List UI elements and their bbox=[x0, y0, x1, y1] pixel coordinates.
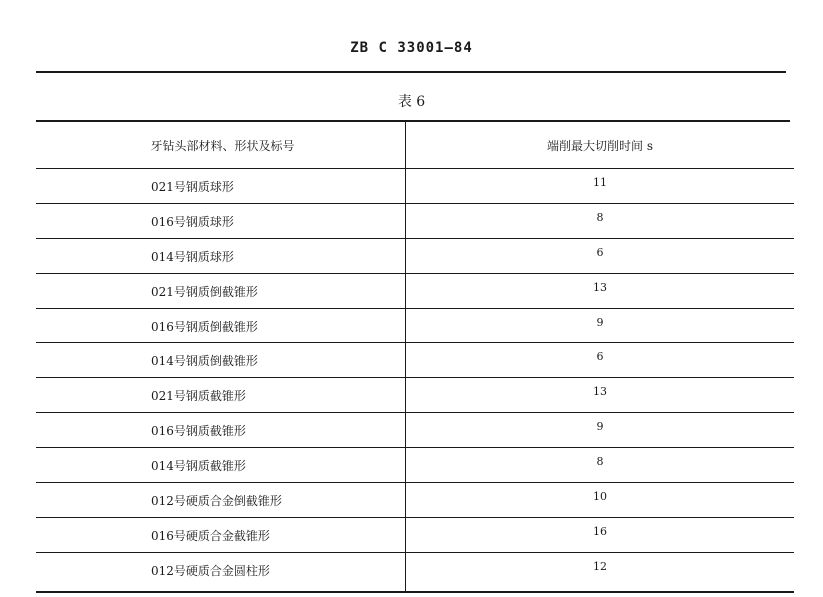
table-body bbox=[36, 168, 794, 587]
row-time: 8 bbox=[596, 210, 604, 224]
row-material: 021号钢质倒截锥形 bbox=[151, 284, 258, 299]
table-row bbox=[36, 377, 794, 412]
row-time: 11 bbox=[593, 176, 607, 189]
table-row bbox=[36, 482, 794, 517]
row-time: 13 bbox=[593, 385, 607, 399]
row-time: 6 bbox=[596, 350, 604, 364]
table-row bbox=[36, 168, 794, 203]
row-time: 12 bbox=[593, 559, 607, 573]
row-time: 10 bbox=[593, 490, 607, 504]
table-title: 表 6 bbox=[397, 94, 426, 110]
table-row bbox=[36, 203, 794, 238]
table-row bbox=[36, 308, 794, 343]
table-top-rule bbox=[36, 120, 790, 122]
row-material: 016号钢质截锥形 bbox=[151, 424, 246, 439]
table-row bbox=[36, 273, 794, 308]
row-time: 9 bbox=[596, 315, 604, 329]
row-time: 16 bbox=[593, 524, 607, 538]
column-header-cutting-time: 端削最大切削时间 s bbox=[547, 139, 653, 153]
table-row bbox=[36, 447, 794, 482]
row-material: 016号硬质合金截锥形 bbox=[151, 528, 270, 543]
document-header: ZB C 33001—84 bbox=[350, 40, 473, 56]
header-rule bbox=[36, 71, 786, 73]
table-row bbox=[36, 342, 794, 377]
row-time: 6 bbox=[596, 245, 604, 259]
row-material: 021号钢质球形 bbox=[151, 180, 234, 194]
table-bottom-rule bbox=[36, 591, 794, 593]
row-material: 014号钢质倒截锥形 bbox=[151, 354, 258, 369]
row-time: 9 bbox=[596, 420, 604, 434]
row-material: 012号硬质合金圆柱形 bbox=[151, 563, 270, 578]
table-row bbox=[36, 552, 794, 587]
row-material: 014号钢质球形 bbox=[151, 249, 234, 264]
table-row bbox=[36, 238, 794, 273]
row-time: 8 bbox=[596, 455, 604, 469]
row-material: 012号硬质合金倒截锥形 bbox=[151, 494, 282, 509]
row-time: 13 bbox=[593, 280, 607, 294]
row-material: 021号钢质截锥形 bbox=[151, 389, 246, 404]
row-material: 016号钢质倒截锥形 bbox=[151, 319, 258, 334]
table-row bbox=[36, 517, 794, 552]
table-row bbox=[36, 412, 794, 447]
column-header-material: 牙钻头部材料、形状及标号 bbox=[150, 139, 295, 153]
row-material: 016号钢质球形 bbox=[151, 214, 234, 229]
row-material: 014号钢质截锥形 bbox=[151, 459, 246, 474]
